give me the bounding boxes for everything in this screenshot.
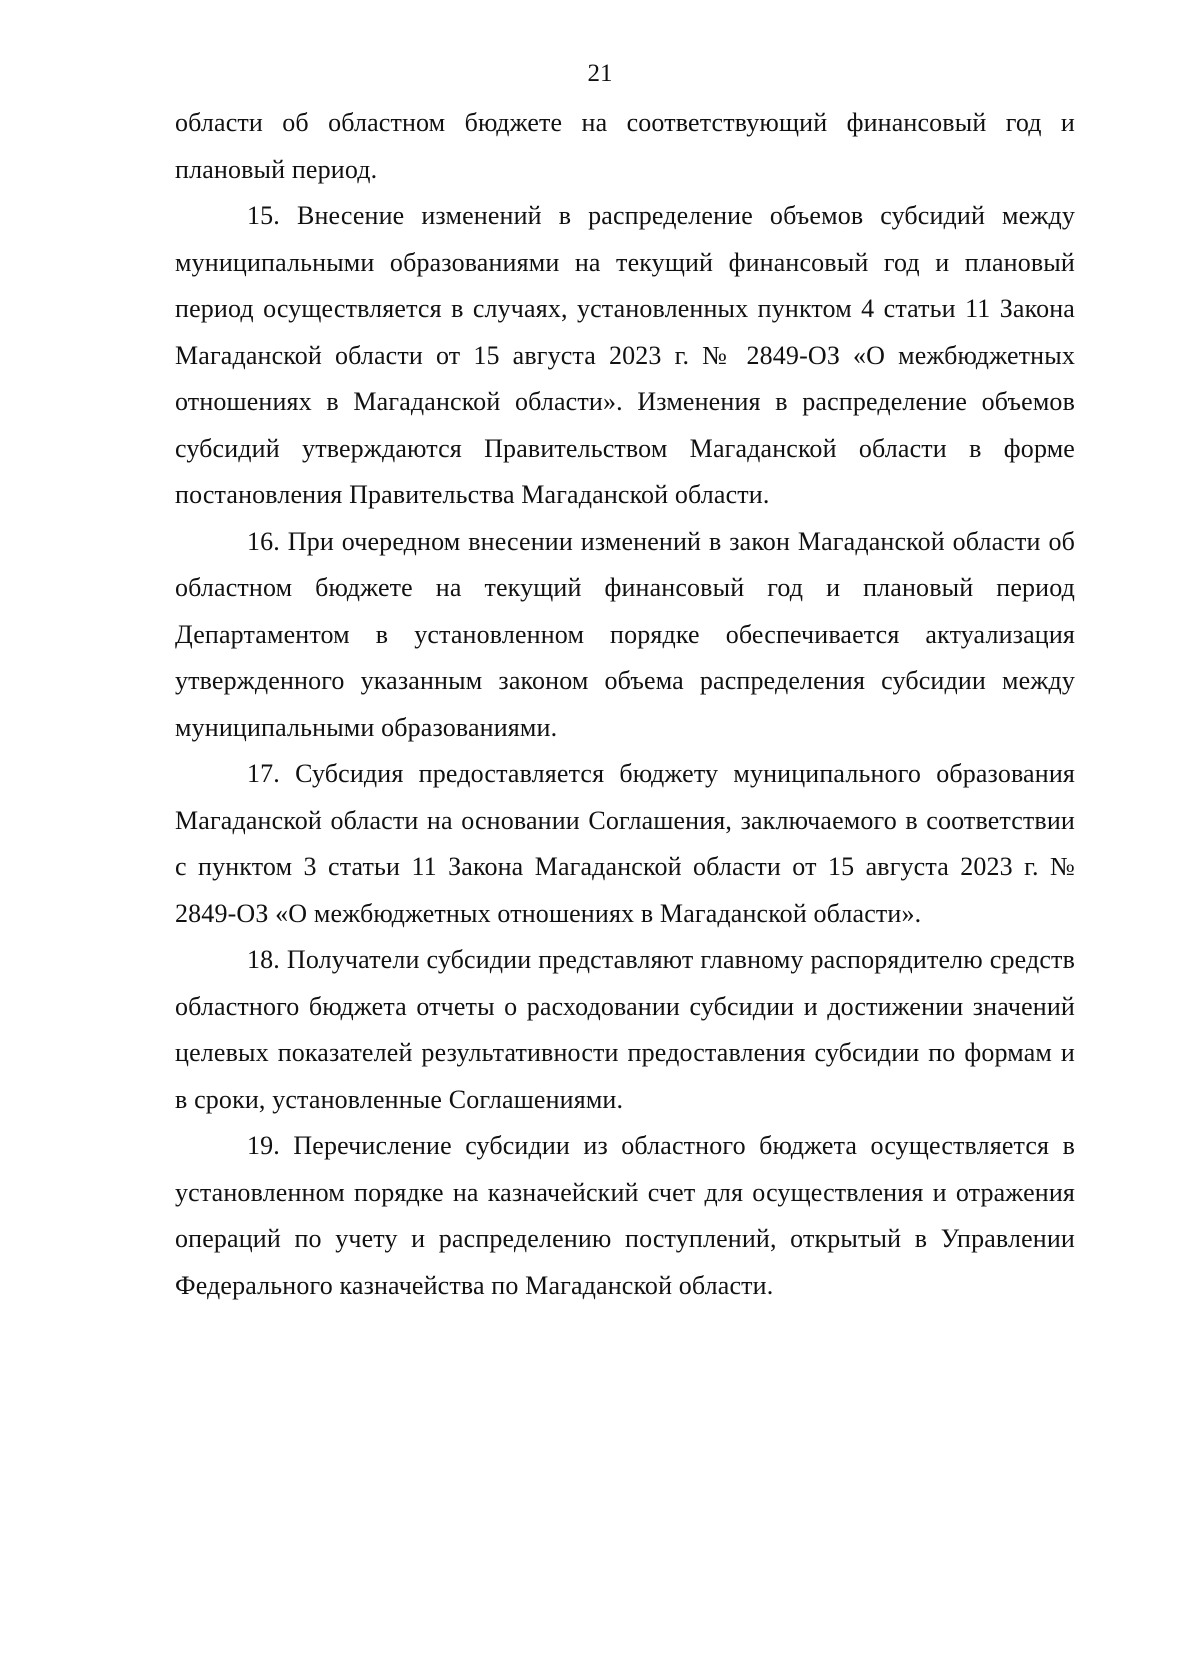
paragraph-16: 16. При очередном внесении изменений в закон Магаданской области об областном бюджете на текущий финансовый год и плановый период Департаментом в установленном порядке обеспечивается актуализация утвержденного указанным законом объема распределения субсидии между муниципальными образованиями. — [175, 526, 1075, 742]
document-body — [175, 100, 1075, 1309]
paragraph-continuation: области об областном бюджете на соответствующий финансовый год и плановый период. — [175, 108, 1075, 184]
paragraph-18: 18. Получатели субсидии представляют главному распорядителю средств областного бюджета отчеты о расходовании субсидии и достижении значений целевых показателей результативности предоставления субсидии по формам и в сроки, установленные Соглашениями. — [175, 945, 1075, 1114]
page-number: 21 — [587, 60, 613, 87]
paragraph-17: 17. Субсидия предоставляется бюджету муниципального образования Магаданской области на основании Соглашения, заключаемого в соответствии с пунктом 3 статьи 11 Закона Магаданской области от 15 августа 2023 г. № 2849-ОЗ «О межбюджетных отношениях в Магаданской области». — [175, 759, 1075, 928]
paragraph-19: 19. Перечисление субсидии из областного бюджета осуществляется в установленном порядке на казначейский счет для осуществления и отражения операций по учету и распределению поступлений, открытый в Управлении Федерального казначейства по Магаданской области. — [175, 1131, 1075, 1300]
paragraph-15: 15. Внесение изменений в распределение объемов субсидий между муниципальными образованиями на текущий финансовый год и плановый период осуществляется в случаях, установленных пунктом 4 статьи 11 Закона Магаданской области от 15 августа 2023 г. № 2849-ОЗ «О межбюджетных отношениях в Магаданской области». Изменения в распределение объемов субсидий утверждаются Правительством Магаданской области в форме постановления Правительства Магаданской области. — [175, 201, 1075, 509]
